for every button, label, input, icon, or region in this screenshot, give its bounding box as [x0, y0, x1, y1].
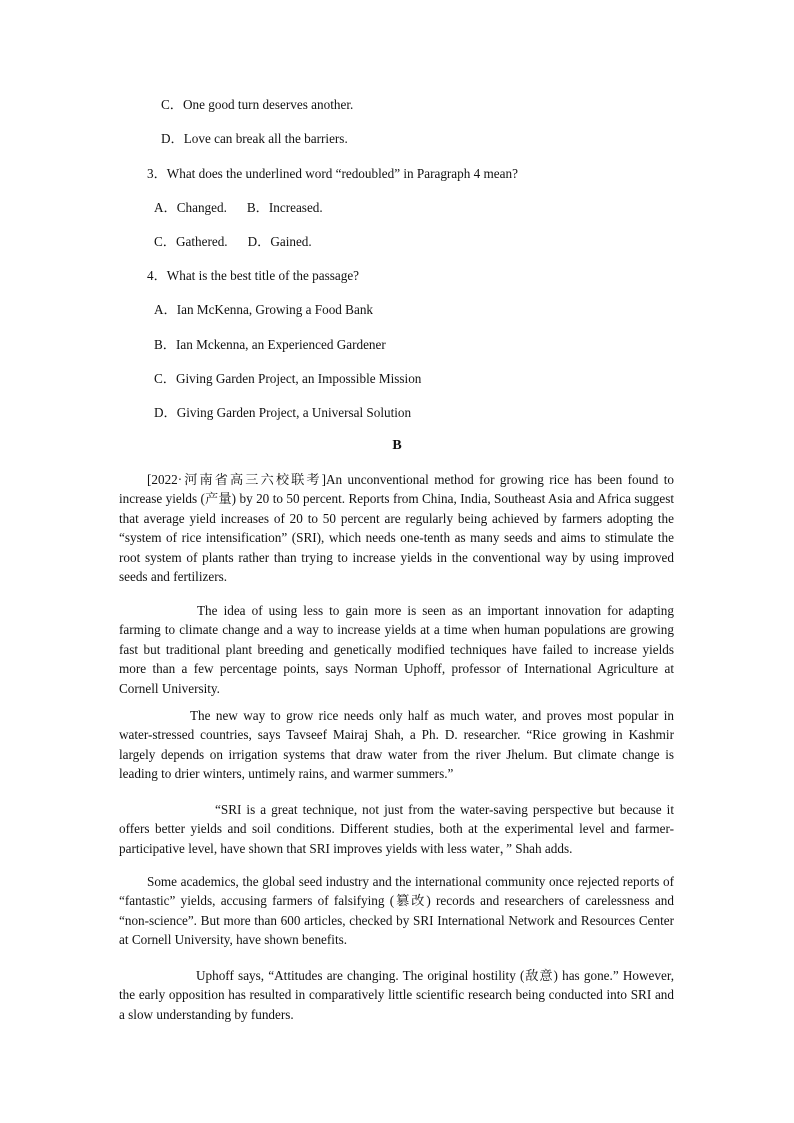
q3-stem: 3．What does the underlined word “redoubled” in Paragraph 4 mean?	[147, 166, 518, 181]
q3-options-row-2	[154, 234, 312, 250]
paragraph-5: Some academics, the global seed industry and the international community once rejected reports of “fantastic” yields, accusing farmers of falsifying (篡改) records and researchers of carelessness and “non-science”. But more than 600 articles, checked by SRI International Network and Resources Center at Cornell University, have shown benefits.	[119, 874, 674, 948]
paragraph-3: The new way to grow rice needs only half as much water, and proves most popular in water-stressed countries, says Tavseef Mairaj Shah, a Ph. D. researcher. “Rice growing in Kashmir largely depends on irrigation systems that draw water from the river Jhelum. But climate change is leading to drier winters, untimely rains, and warmer summers.”	[119, 708, 674, 782]
q3-option-c: C．Gathered.	[154, 234, 228, 249]
paragraph-6: Uphoff says, “Attitudes are changing. The original hostility (敌意) has gone.” However, the early opposition has resulted in comparatively little scientific research being conducted into SRI and a slow understanding by funders.	[119, 968, 674, 1022]
paragraph-4: “SRI is a great technique, not just from the water-saving perspective but because it offers better yields and soil conditions. Different studies, both at the experimental level and farmer-participative level, have shown that SRI improves yields with less water，” Shah adds.	[119, 802, 674, 856]
q4-option-a: A．Ian McKenna, Growing a Food Bank	[154, 302, 374, 317]
q2-option-d: D．Love can break all the barriers.	[161, 131, 348, 146]
paragraph-2: The idea of using less to gain more is seen as an important innovation for adapting farming to climate change and a way to increase yields at a time when human populations are growing fast but traditional plant breeding and genetically modified techniques have failed to increase yields more than a few percentage points, says Norman Uphoff, professor of International Agriculture at Cornell University.	[119, 603, 674, 696]
q4-option-c: C．Giving Garden Project, an Impossible Mission	[154, 371, 422, 386]
q3-option-d: D．Gained.	[247, 234, 312, 249]
q4-option-b: B．Ian Mckenna, an Experienced Gardener	[154, 337, 386, 352]
q2-option-c: C．One good turn deserves another.	[161, 97, 354, 112]
q3-options-row-1	[154, 200, 323, 216]
q3-option-a: A．Changed.	[154, 200, 227, 215]
q4-option-d: D．Giving Garden Project, a Universal Solution	[154, 405, 412, 420]
q4-stem: 4．What is the best title of the passage?	[147, 268, 360, 283]
q3-option-b: B．Increased.	[246, 200, 323, 215]
paragraph-1: [2022·河南省高三六校联考]An unconventional method for growing rice has been found to increase yields (产量) by 20 to 50 percent. Reports from China, India, Southeast Asia and Africa suggest that average yield increases of 20 to 50 percent are regularly being achieved by farmers adopting the “system of rice intensification” (SRI), which needs one-tenth as many seeds and aims to stimulate the root system of plants rather than trying to increase yields in the conventional way by using improved seeds and fertilizers.	[119, 472, 674, 585]
section-heading: B	[392, 438, 402, 453]
